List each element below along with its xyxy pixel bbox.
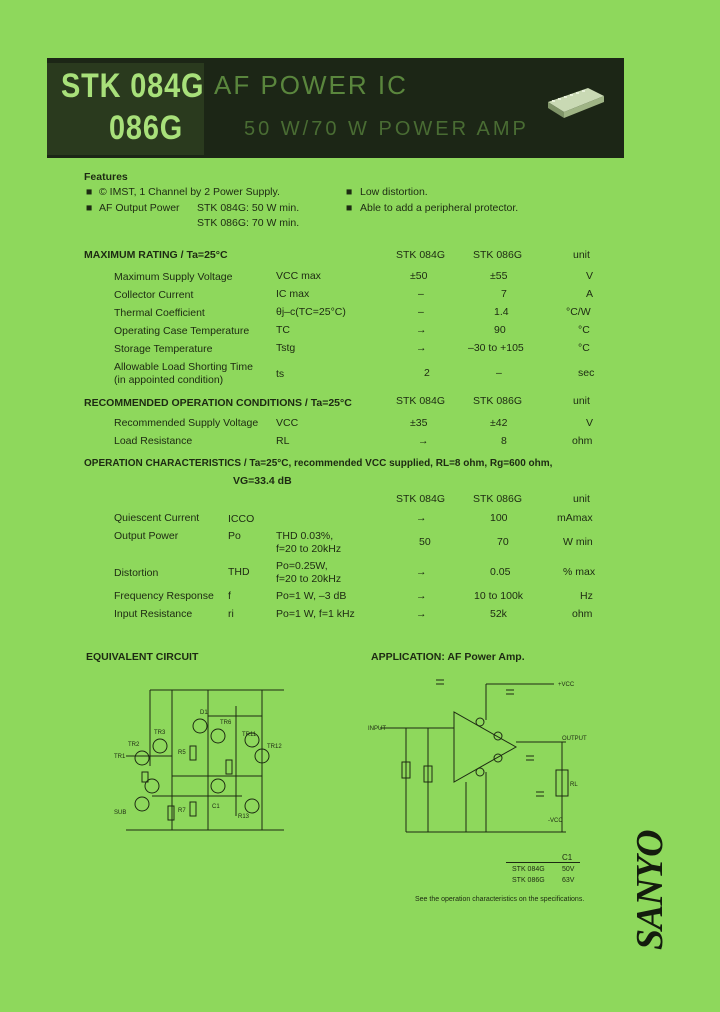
table-cell-param: Storage Temperature: [114, 343, 213, 355]
circuit-label: R7: [178, 808, 186, 814]
recommended-col-086g: STK 086G: [473, 395, 523, 407]
features-heading: Features: [84, 171, 128, 183]
table-cell-symbol: TC: [276, 324, 290, 336]
feature-3: Low distortion.: [360, 186, 428, 198]
output-label: OUTPUT: [562, 736, 587, 742]
feature-4: Able to add a peripheral protector.: [360, 202, 519, 214]
table-cell-param: Maximum Supply Voltage: [114, 271, 233, 283]
table-cell-symbol: RL: [276, 435, 290, 447]
equivalent-circuit-diagram: [112, 676, 300, 844]
table-cell-symbol: VCC: [276, 417, 299, 429]
equivalent-circuit-heading: EQUIVALENT CIRCUIT: [86, 651, 199, 663]
circuit-label: TR3: [154, 730, 166, 736]
part-number-084g: STK 084G: [61, 67, 205, 105]
part-number-086g: 086G: [109, 109, 184, 147]
table-cell-param: Operating Case Temperature: [114, 325, 250, 337]
table-cell-086g: 8: [501, 435, 507, 447]
max-rating-col-086g: STK 086G: [473, 249, 523, 261]
table-cell-param: Thermal Coefficient: [114, 307, 205, 319]
table-cell-unit: % max: [563, 566, 596, 578]
table-cell-084g: →: [416, 512, 427, 524]
max-rating-col-unit: unit: [573, 249, 590, 261]
table-cell-param: Quiescent Current: [114, 512, 200, 524]
table-cell-param: Allowable Load Shorting Time: [114, 361, 253, 373]
max-rating-heading: MAXIMUM RATING / Ta=25°C: [84, 249, 228, 261]
bullet-icon: ■: [86, 202, 93, 214]
table-cell-param: Frequency Response: [114, 590, 214, 602]
table-cell-086g: 52k: [490, 608, 507, 620]
table-cell-unit: sec: [578, 367, 595, 379]
table-cell-084g: →: [416, 342, 427, 354]
table-cell-unit: °C/W: [566, 306, 591, 318]
table-cell-symbol: ri: [228, 608, 234, 620]
application-heading: APPLICATION: AF Power Amp.: [371, 651, 525, 663]
circuit-label: SUB: [114, 810, 127, 816]
table-cell-condition: THD 0.03%,: [276, 530, 334, 542]
table-cell-param: Recommended Supply Voltage: [114, 417, 259, 429]
table-cell-unit: A: [586, 288, 594, 300]
table-cell-084g: –: [418, 288, 424, 300]
table-cell-symbol: THD: [228, 566, 250, 578]
feature-2-084g: STK 084G: 50 W min.: [197, 202, 300, 214]
table-cell-086g: 1.4: [494, 306, 509, 318]
bullet-icon: ■: [346, 186, 353, 198]
table-cell-084g: →: [416, 566, 427, 578]
circuit-label: R5: [178, 750, 186, 756]
table-cell-084g: ±50: [410, 270, 428, 282]
circuit-label: TR1: [114, 754, 126, 760]
table-cell-symbol: ICCO: [228, 513, 255, 525]
table-cell-param: Output Power: [114, 530, 179, 542]
table-cell-086g: ±42: [490, 417, 508, 429]
circuit-label: TR6: [220, 720, 232, 726]
table-cell-param-2: (in appointed condition): [114, 374, 224, 386]
table-cell-086g: 10 to 100k: [474, 590, 524, 602]
sanyo-logo-text: SANYO: [629, 830, 671, 950]
part-number-box: [47, 63, 204, 155]
circuit-label: D1: [200, 710, 208, 716]
sanyo-logo: [628, 830, 671, 950]
table-cell-unit: °C: [578, 324, 590, 336]
circuit-label: R13: [238, 814, 250, 820]
table-cell-symbol: IC max: [276, 288, 310, 300]
recommended-col-084g: STK 084G: [396, 395, 446, 407]
table-cell-086g: 70: [497, 536, 509, 548]
table-cell-condition-2: f=20 to 20kHz: [276, 543, 342, 555]
table-cell-086g: ±55: [490, 270, 508, 282]
table-cell-084g: –: [418, 306, 424, 318]
feature-1: © IMST, 1 Channel by 2 Power Supply.: [99, 186, 280, 198]
table-cell-084g: 50: [419, 536, 431, 548]
operation-col-086g: STK 086G: [473, 493, 523, 505]
header-title-line2: 50 W/70 W POWER AMP: [244, 118, 529, 140]
circuit-label: TR2: [128, 742, 140, 748]
table-cell-symbol: θj–c(TC=25°C): [276, 306, 346, 318]
ic-package-image: [542, 80, 608, 124]
table-cell-symbol: ts: [276, 368, 285, 380]
c1-heading: C1: [562, 853, 573, 862]
input-label: INPUT: [368, 726, 386, 732]
table-cell-param: Collector Current: [114, 289, 194, 301]
operation-col-unit: unit: [573, 493, 590, 505]
table-cell-unit: V: [586, 270, 594, 282]
c1-part: STK 084G: [512, 866, 545, 873]
c1-divider: [506, 862, 580, 863]
header-title-line1: AF POWER IC: [214, 70, 408, 100]
circuit-label: C1: [212, 804, 220, 810]
table-cell-unit: mAmax: [557, 512, 593, 524]
table-cell-unit: ohm: [572, 435, 593, 447]
table-cell-symbol: Tstg: [276, 342, 296, 354]
table-cell-084g: →: [416, 608, 427, 620]
table-cell-084g: →: [416, 324, 427, 336]
table-cell-unit: ohm: [572, 608, 593, 620]
circuit-label: TR11: [242, 732, 257, 738]
operation-col-084g: STK 084G: [396, 493, 446, 505]
table-cell-084g: 2: [424, 367, 430, 379]
table-cell-condition: Po=0.25W,: [276, 560, 328, 572]
table-cell-condition: Po=1 W, f=1 kHz: [276, 608, 355, 620]
table-cell-param: Load Resistance: [114, 435, 193, 447]
table-cell-086g: 90: [494, 324, 506, 336]
bullet-icon: ■: [86, 186, 93, 198]
table-cell-unit: V: [586, 417, 594, 429]
table-cell-symbol: Po: [228, 530, 241, 542]
operation-heading-2: VG=33.4 dB: [233, 475, 292, 487]
recommended-heading: RECOMMENDED OPERATION CONDITIONS / Ta=25°C: [84, 397, 352, 409]
table-cell-084g: ±35: [410, 417, 428, 429]
feature-2-label: AF Output Power: [99, 202, 180, 214]
max-rating-col-084g: STK 084G: [396, 249, 446, 261]
table-cell-symbol: f: [228, 590, 231, 602]
recommended-col-unit: unit: [573, 395, 590, 407]
table-cell-condition: Po=1 W, –3 dB: [276, 590, 347, 602]
table-cell-param: Input Resistance: [114, 608, 193, 620]
table-cell-086g: 100: [490, 512, 508, 524]
application-circuit-diagram: [366, 672, 587, 842]
header-title: [214, 58, 534, 158]
table-cell-unit: W min: [563, 536, 593, 548]
c1-part: STK 086G: [512, 877, 545, 884]
table-cell-unit: Hz: [580, 590, 593, 602]
bullet-icon: ■: [346, 202, 353, 214]
table-cell-086g: 0.05: [490, 566, 511, 578]
vcc-positive-label: +VCC: [558, 682, 575, 688]
table-cell-086g: –30 to +105: [468, 342, 524, 354]
application-note: See the operation characteristics on the specifications.: [415, 896, 585, 903]
table-cell-unit: °C: [578, 342, 590, 354]
table-cell-condition-2: f=20 to 20kHz: [276, 573, 342, 585]
vcc-negative-label: -VCC: [548, 818, 563, 824]
load-resistor-label: RL: [570, 782, 578, 788]
c1-value: 63V: [562, 877, 575, 884]
table-cell-084g: →: [418, 435, 429, 447]
c1-value: 50V: [562, 866, 575, 873]
table-cell-086g: 7: [501, 288, 507, 300]
operation-heading: OPERATION CHARACTERISTICS / Ta=25°C, recommended VCC supplied, RL=8 ohm, Rg=600 ohm,: [84, 458, 553, 469]
table-cell-084g: →: [416, 590, 427, 602]
feature-2-086g: STK 086G: 70 W min.: [197, 217, 300, 229]
table-cell-symbol: VCC max: [276, 270, 321, 282]
table-cell-param: Distortion: [114, 567, 159, 579]
circuit-label: TR12: [267, 744, 282, 750]
table-cell-086g: –: [496, 367, 502, 379]
